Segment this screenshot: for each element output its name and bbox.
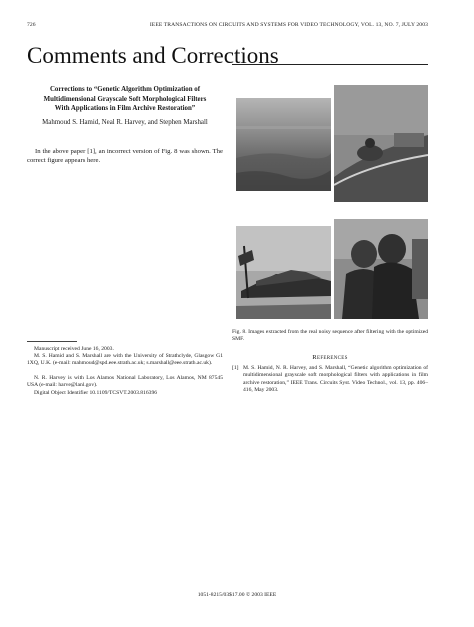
page-number: 726 xyxy=(27,22,36,28)
figure-image-pilots xyxy=(334,219,428,319)
footnote-affiliation-2: N. R. Harvey is with Los Alamos National Laboratory, Los Alamos, NM 87545 USA (e-mail: harve@lanl.gov). xyxy=(27,375,223,389)
figure-image-cockpit xyxy=(334,85,428,202)
paper-authors: Mahmoud S. Hamid, Neal R. Harvey, and Stephen Marshall xyxy=(42,119,208,126)
running-header: IEEE TRANSACTIONS ON CIRCUITS AND SYSTEMS FOR VIDEO TECHNOLOGY, VOL. 13, NO. 7, JULY 2003 xyxy=(149,22,428,28)
paper-title-line-2: Multidimensional Grayscale Soft Morphological Filters xyxy=(43,95,207,103)
footnote-rule xyxy=(27,341,77,342)
figure-image-field xyxy=(236,98,331,191)
paper-title xyxy=(27,85,223,114)
section-title: Comments and Corrections xyxy=(27,43,279,68)
reference-text: M. S. Hamid, N. R. Harvey, and S. Marshall, “Genetic algorithm optimization of multidimensional grayscale soft morphological filters with applications in film archive restoration,” IEEE Trans. Circuits Syst. Video Technol., vol. 13, pp. 406–416, May 2003. xyxy=(243,365,428,394)
paper-title-line-3: With Applications in Film Archive Restoration” xyxy=(54,105,196,113)
page-footer: 1051-8215/03$17.00 © 2003 IEEE xyxy=(197,592,277,598)
references-heading: References xyxy=(312,354,348,361)
paper-title-line-1: Corrections to “Genetic Algorithm Optimization of xyxy=(49,86,201,93)
reference-number: [1] xyxy=(232,365,239,371)
figure-caption: Fig. 8. Images extracted from the real noisy sequence after filtering with the optimized SMF. xyxy=(232,329,428,343)
footnote-received: Manuscript received June 16, 2003. xyxy=(34,346,114,352)
footnote-affiliation-1: M. S. Hamid and S. Marshall are with the University of Strathclyde, Glasgow G1 1XQ, U.K. (e-mail: mahmoud@spd.eee.strath.ac.uk; s.marshall@eee.strath.ac.uk). xyxy=(27,353,223,367)
reference-item xyxy=(232,365,428,395)
section-title-rule xyxy=(232,64,428,65)
figure-image-planes xyxy=(236,226,331,319)
body-paragraph: In the above paper [1], an incorrect version of Fig. 8 was shown. The correct figure appears here. xyxy=(27,148,223,165)
footnote-doi: Digital Object Identifier 10.1109/TCSVT.2003.816396 xyxy=(34,390,158,396)
